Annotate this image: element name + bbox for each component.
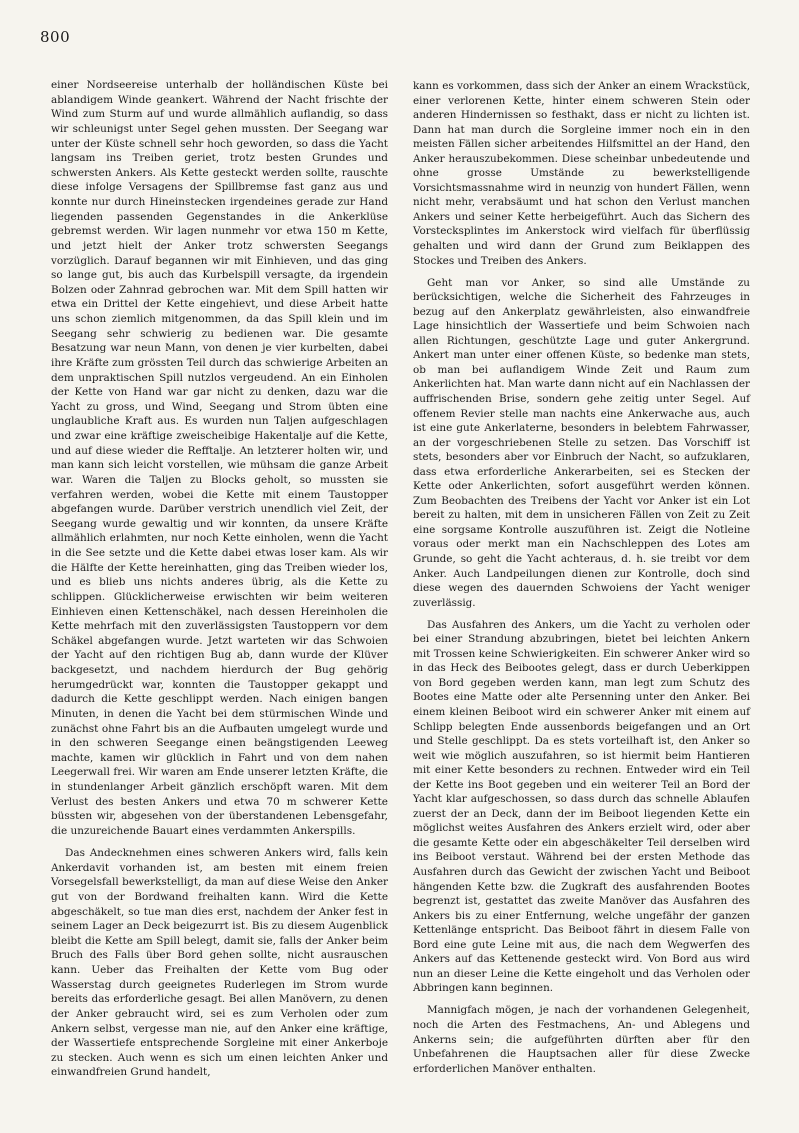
right-paragraph-4: Mannigfach mögen, je nach der vorhandenen Gelegenheit, noch die Arten des Festmachens, An- und Ablegens und Ankerns sein; die aufgeführten dürften aber für den Unbefahrenen die Hauptsachen aller für diese Zwecke erforderlichen Manöver enthalten. bbox=[413, 1004, 750, 1075]
right-paragraph-2: Geht man vor Anker, so sind alle Umstände zu berücksichtigen, welche die Sicherheit des Fahrzeuges in bezug auf den Ankerplatz gewährleisten, also einwandfreie Lage hinsichtlich der Wassertiefe und beim Schwoien nach allen Richtungen, geschützte Lage und guter Ankergrund. Ankert man unter einer offenen Küste, so bedenke man stets, ob man bei auflandigem Winde Zeit und Raum zum Ankerlichten hat. Man warte dann nicht auf ein Nachlassen der auffrischenden Brise, sondern gehe zeitig unter Segel. Auf offenem Revier stelle man nachts eine Ankerwache aus, auch ist eine gute Ankerlaterne, besonders in belebtem Fahrwasser, an der vorgeschriebenen Stelle zu setzen. Das Vorschiff ist stets, besonders aber vor Einbruch der Nacht, so aufzuklaren, dass etwa erforderliche Ankerarbeiten, sei es Stecken der Kette oder Ankerlichten, sofort ausgeführt werden können. Zum Beobachten des Treibens der Yacht vor Anker ist ein Lot bereit zu halten, mit dem in unsicheren Fällen von Zeit zu Zeit eine sorgsame Kontrolle auszuführen ist. Zeigt die Notleine voraus oder merkt man ein Nachschleppen des Lotes am Grunde, so geht die Yacht achteraus, d. h. sie treibt vor dem Anker. Auch Landpeilungen dienen zur Kontrolle, doch sind diese wegen des dauernden Schwoiens der Yacht weniger zuverlässig. bbox=[413, 276, 750, 609]
left-paragraph-1: einer Nordseereise unterhalb der holländischen Küste bei ablandigem Winde geankert. Während der Nacht frischte der Wind zum Sturm auf und wurde allmählich auflandig, so dass wir schleunigst unter Segel gehen mussten. Der Seegang war unter der Küste schnell sehr hoch geworden, so dass die Yacht langsam ins Treiben geriet, trotz besten Grundes und schwersten Ankers. Als Kette gesteckt werden sollte, rauschte diese infolge Versagens der Spillbremse fast ganz aus und konnte nur durch Hineinstecken irgendeines gerade zur Hand liegenden passenden Gegenstandes in die Ankerklüse gebremst werden. Wir lagen nunmehr vor etwa 150 m Kette, und jetzt hielt der Anker trotz schwersten Seegangs vorzüglich. Darauf begannen wir mit Einhieven, und das ging so lange gut, bis auch das Kurbelspill versagte, da irgendein Bolzen oder Zahnrad gebrochen war. Mit dem Spill hatten wir etwa ein Drittel der Kette eingehievt, und diese Arbeit hatte uns schon ziemlich mitgenommen, da das Spill klein und im Seegang sehr schwierig zu bedienen war. Die gesamte Besatzung war neun Mann, von denen je vier kurbelten, dabei ihre Kräfte zum grössten Teil durch das schwierige Arbeiten an dem unpraktischen Spill nutzlos vergeudend. An ein Einholen der Kette von Hand war gar nicht zu denken, dazu war die Yacht zu gross, und Wind, Seegang und Strom übten eine unglaubliche Kraft aus. Es wurden nun Taljen aufgeschlagen und zwar eine kräftige zweischeibige Hakentalje auf die Kette, und auf diese wieder die Refftalje. An letzterer holten wir, und man kann sich leicht vorstellen, wie mühsam die ganze Arbeit war. Waren die Taljen zu Blocks geholt, so mussten sie verfahren werden, wobei die Kette mit einem Taustopper abgefangen wurde. Darüber verstrich unendlich viel Zeit, der Seegang wurde gewaltig und wir konnten, da unsere Kräfte allmählich erlahmten, nur noch Kette einholen, wenn die Yacht in die See setzte und die Kette dabei etwas loser kam. Als wir die Hälfte der Kette hereinhatten, ging das Treiben wieder los, und es blieb uns nichts anderes übrig, als die Kette zu schlippen. Glücklicherweise erwischten wir beim weiteren Einhieven einen Kettenschäkel, nach dessen Hereinholen die Kette mehrfach mit den zuverlässigsten Taustoppern vor dem Schäkel abgefangen wurde. Jetzt warteten wir das Schwoien der Yacht auf den richtigen Bug ab, dann wurde der Klüver backgesetzt, und nachdem hierdurch der Bug gehörig herumgedrückt war, konnten die Taustopper gekappt und dadurch die Kette geschlippt werden. Nach einigen bangen Minuten, in denen die Yacht bei dem stürmischen Winde und zunächst ohne Fahrt bis an die Aufbauten umgelegt wurde und in den schweren Seegange einen beängstigenden Leeweg machte, kamen wir glücklich in Fahrt und von dem nahen Leegerwall frei. Wir waren am Ende unserer letzten Kräfte, die in stundenlanger Arbeit gänzlich erschöpft waren. Mit dem Verlust des besten Ankers und etwa 70 m schwerer Kette büssten wir, abgesehen von der überstandenen Lebensgefahr, die unzureichende Bauart eines verdammten Ankerspills. bbox=[51, 79, 388, 837]
left-text-column bbox=[51, 78, 388, 1080]
right-paragraph-1: kann es vorkommen, dass sich der Anker an einem Wrackstück, einer verlorenen Kette, hinter einem schweren Stein oder anderen Hindernissen so festhakt, dass er nicht zu lichten ist. Dann hat man durch die Sorgleine immer noch ein in den meisten Fällen sicher arbeitendes Hilfsmittel an der Hand, den Anker herauszubekommen. Diese scheinbar unbedeutende und ohne grosse Umstände zu bewerkstelligende Vorsichtsmassnahme wird in neunzig von hundert Fällen, wenn nicht mehr, verabsäumt und hat schon den Verlust manchen Ankers und seiner Kette herbeigeführt. Auch das Sichern des Vorstecksplintes im Ankerstock wird vielfach für überflüssig gehalten und wird dann der Grund zum Beiklappen des Stockes und Treiben des Ankers. bbox=[413, 80, 750, 267]
page-number: 800 bbox=[40, 28, 71, 46]
right-paragraph-3: Das Ausfahren des Ankers, um die Yacht zu verholen oder bei einer Strandung abzubringen, bietet bei leichten Ankern mit Trossen keine Schwierigkeiten. Ein schwerer Anker wird so in das Heck des Beibootes gelegt, dass er durch Ueberkippen von Bord gegeben werden kann, man legt zum Schutz des Bootes eine Matte oder alte Persenning unter den Anker. Bei einem kleinen Beiboot wird ein schwerer Anker mit einem auf Schlipp belegten Ende aussenbords beigefangen und an Ort und Stelle geschlippt. Da es stets vorteilhaft ist, den Anker so weit wie möglich auszufahren, so ist hiermit beim Hantieren mit einer Kette besonders zu rechnen. Entweder wird ein Teil der Kette ins Boot gegeben und ein weiterer Teil an Bord der Yacht klar aufgeschossen, so dass durch das schnelle Ablaufen zuerst der an Deck, dann der im Beiboot liegenden Kette ein möglichst weites Ausfahren des Ankers erzielt wird, oder aber die gesamte Kette oder ein abgeschäkelter Teil derselben wird ins Beiboot verstaut. Während bei der ersten Methode das Ausfahren durch das Gewicht der zwischen Yacht und Beiboot hängenden Kette bzw. die Zugkraft des ausfahrenden Bootes begrenzt ist, gestattet das zweite Manöver das Ausfahren des Ankers bis zu einer Entfernung, welche ungefähr der ganzen Kettenlänge entspricht. Das Beiboot fährt in diesem Falle von Bord eine gute Leine mit aus, die nach dem Wegwerfen des Ankers auf das Kettenende gesteckt wird. Von Bord aus wird nun an dieser Leine die Kette eingeholt und das Verholen oder Abbringen kann beginnen. bbox=[413, 618, 750, 995]
right-text-column bbox=[413, 79, 750, 1076]
left-paragraph-2: Das Andecknehmen eines schweren Ankers wird, falls kein Ankerdavit vorhanden ist, am besten mit einem freien Vorsegelsfall bewerkstelligt, da man auf diese Weise den Anker gut von der Bordwand freihalten kann. Wird die Kette abgeschäkelt, so tue man dies erst, nachdem der Anker fest in seinem Lager an Deck beigezurrt ist. Bis zu diesem Augenblick bleibt die Kette am Spill belegt, damit sie, falls der Anker beim Bruch des Falls über Bord gehen sollte, nicht ausrauschen kann. Ueber das Freihalten der Kette vom Bug oder Wasserstag durch geeignetes Ruderlegen im Strom wurde bereits das erforderliche gesagt. Bei allen Manövern, zu denen der Anker gebraucht wird, sei es zum Verholen oder zum Ankern selbst, vergesse man nie, auf den Anker eine kräftige, der Wassertiefe entsprechende Sorgleine mit einer Ankerboje zu stecken. Auch wenn es sich um einen leichten Anker und einwandfreien Grund handelt, bbox=[51, 847, 388, 1079]
